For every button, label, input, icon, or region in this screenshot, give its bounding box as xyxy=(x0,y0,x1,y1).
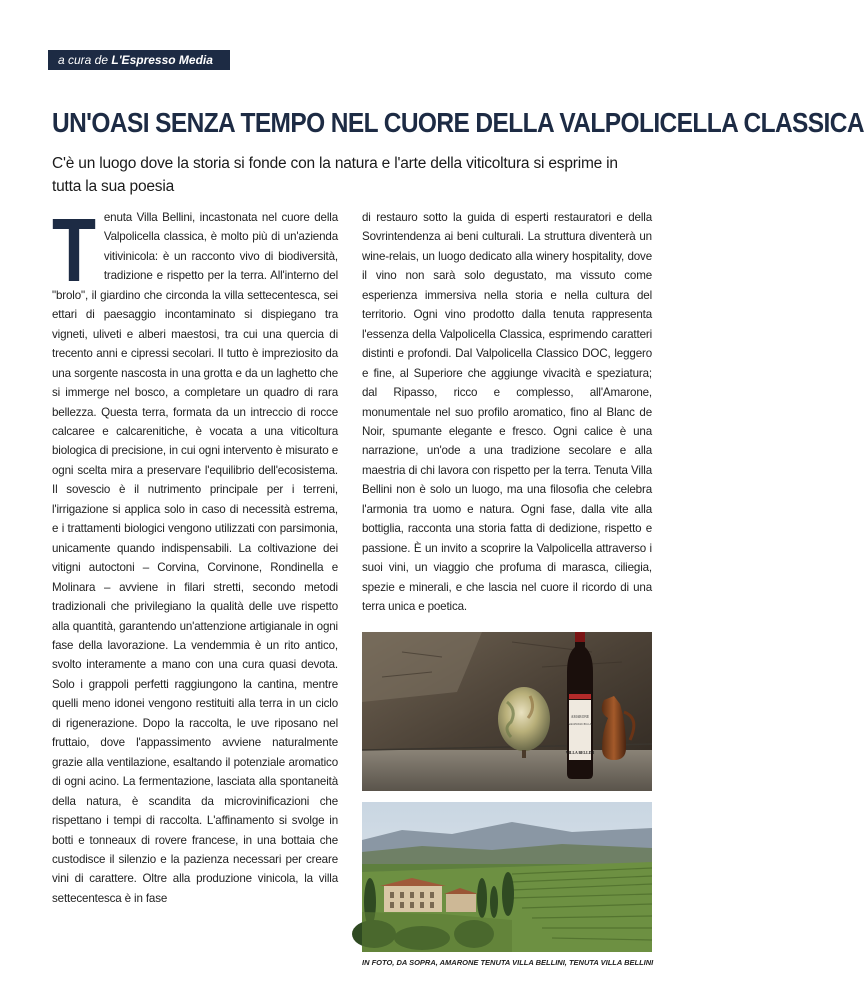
article-subhead: C'è un luogo dove la storia si fonde con la natura e l'arte della viticoltura si esprime in tutta la sua poesia xyxy=(52,155,618,195)
section-kicker xyxy=(48,50,230,70)
article-column-right xyxy=(362,208,652,617)
bottle-label: VILLA BELLINI xyxy=(565,751,595,755)
bottle-still-life-image xyxy=(362,632,652,791)
article-headline: UN'OASI SENZA TEMPO NEL CUORE DELLA VALPOLICELLA CLASSICA xyxy=(52,108,864,139)
vineyard-villa-image xyxy=(362,802,652,952)
photo-caption: IN FOTO, DA SOPRA, AMARONE TENUTA VILLA BELLINI, TENUTA VILLA BELLINI xyxy=(362,958,654,967)
svg-text:AMARONE: AMARONE xyxy=(570,715,590,719)
amarone-bottle-photo xyxy=(362,632,652,791)
article-column-left xyxy=(52,200,338,908)
kicker-prefix: a cura de xyxy=(58,53,112,67)
kicker-brand: L'Espresso Media xyxy=(111,53,213,67)
svg-text:VALPOLICELLA: VALPOLICELLA xyxy=(568,722,592,726)
article-text-left: enuta Villa Bellini, incastonata nel cuore della Valpolicella classica, è molto più di un'azienda vitivinicola: è un racconto vivo di biodiversità, tradizione e rispetto per la terra. All'interno del "brolo", il giardino che circonda la villa settecentesca, sei ettari di paesaggio incontaminato si dispiegano tra vigneti, uliveti e alberi maestosi, tra cui una quercia di trecento anni e cipressi secolari. Il tutto è impreziosito da una sorgente nascosta in una grotta e da un laghetto che si immerge nel bosco, a completare un quadro di rara bellezza. Questa terra, formata da un intreccio di rocce calcaree e calcarenitiche, è vocata a una viticoltura biologica di precisione, in cui ogni intervento è misurato e ogni scelta mira a preservare l'equilibrio dell'ecosistema. Il sovescio è il nutrimento principale per i terreni, l'irrigazione si applica solo in caso di necessità estrema, e i trattamenti biologici vengono utilizzati con parsimonia, unicamente quando indispensabili. La coltivazione dei vitigni autoctoni – Corvina, Corvinone, Rondinella e Molinara – avviene in filari stretti, secondo metodi tradizionali che privilegiano la qualità delle uve rispetto alla quantità, garantendo un'attenzione artigianale in ogni fase della lavorazione. La vendemmia è un rito antico, svolto interamente a mano con una cura quasi devota. Solo i grappoli perfetti raggiungono la cantina, mentre quelli meno idonei vengono restituiti alla terra in un ciclo di rigenerazione. Dopo la raccolta, le uve riposano nel fruttaio, dove l'appassimento avviene naturalmente grazie alla ventilazione, esaltando il potenziale aromatico di ogni acino. La fermentazione, lasciata alla spontaneità della natura, è scandita da microvinificazioni che rispettano i tempi di raccolta. L'affinamento si svolge in botti e tonneaux di rovere francese, in una bottaia che custodisce il silenzio e la pazienza necessari per creare vini di carattere. Oltre alla produzione vinicola, la villa settecentesca è in fase xyxy=(52,211,338,905)
article-text-right: di restauro sotto la guida di esperti restauratori e della Sovrintendenza ai beni culturali. La struttura diventerà un wine-relais, un luogo dedicato alla winery hospitality, dove il vino non sarà solo degustato, ma vissuto come esperienza immersiva nella storia e nella cultura del territorio. Ogni vino prodotto dalla tenuta rappresenta l'essenza della Valpolicella Classica, esprimendo caratteri distinti e profondi. Dal Valpolicella Classico DOC, leggero e fine, al Superiore che aggiunge vivacità e speziatura; dal Ripasso, ricco e complesso, all'Amarone, monumentale nel suo profilo aromatico, fino al Blanc de Noir, spumante elegante e fresco. Ogni calice è una narrazione, un'ode a una tradizione secolare e alla maestria di chi lavora con rispetto per la terra. Tenuta Villa Bellini non è solo un luogo, ma una filosofia che celebra l'armonia tra uomo e natura. Ogni fase, dalla vite alla bottiglia, racconta una storia fatta di dedizione, rispetto e passione. È un invito a scoprire la Valpolicella attraverso i suoi vini, un viaggio che profuma di marasca, ciliegia, spezie e minerali, e che lascia nel cuore il ricordo di una terra unica e poetica. xyxy=(362,211,652,614)
villa-landscape-photo xyxy=(362,802,652,952)
drop-cap: T xyxy=(52,200,96,301)
